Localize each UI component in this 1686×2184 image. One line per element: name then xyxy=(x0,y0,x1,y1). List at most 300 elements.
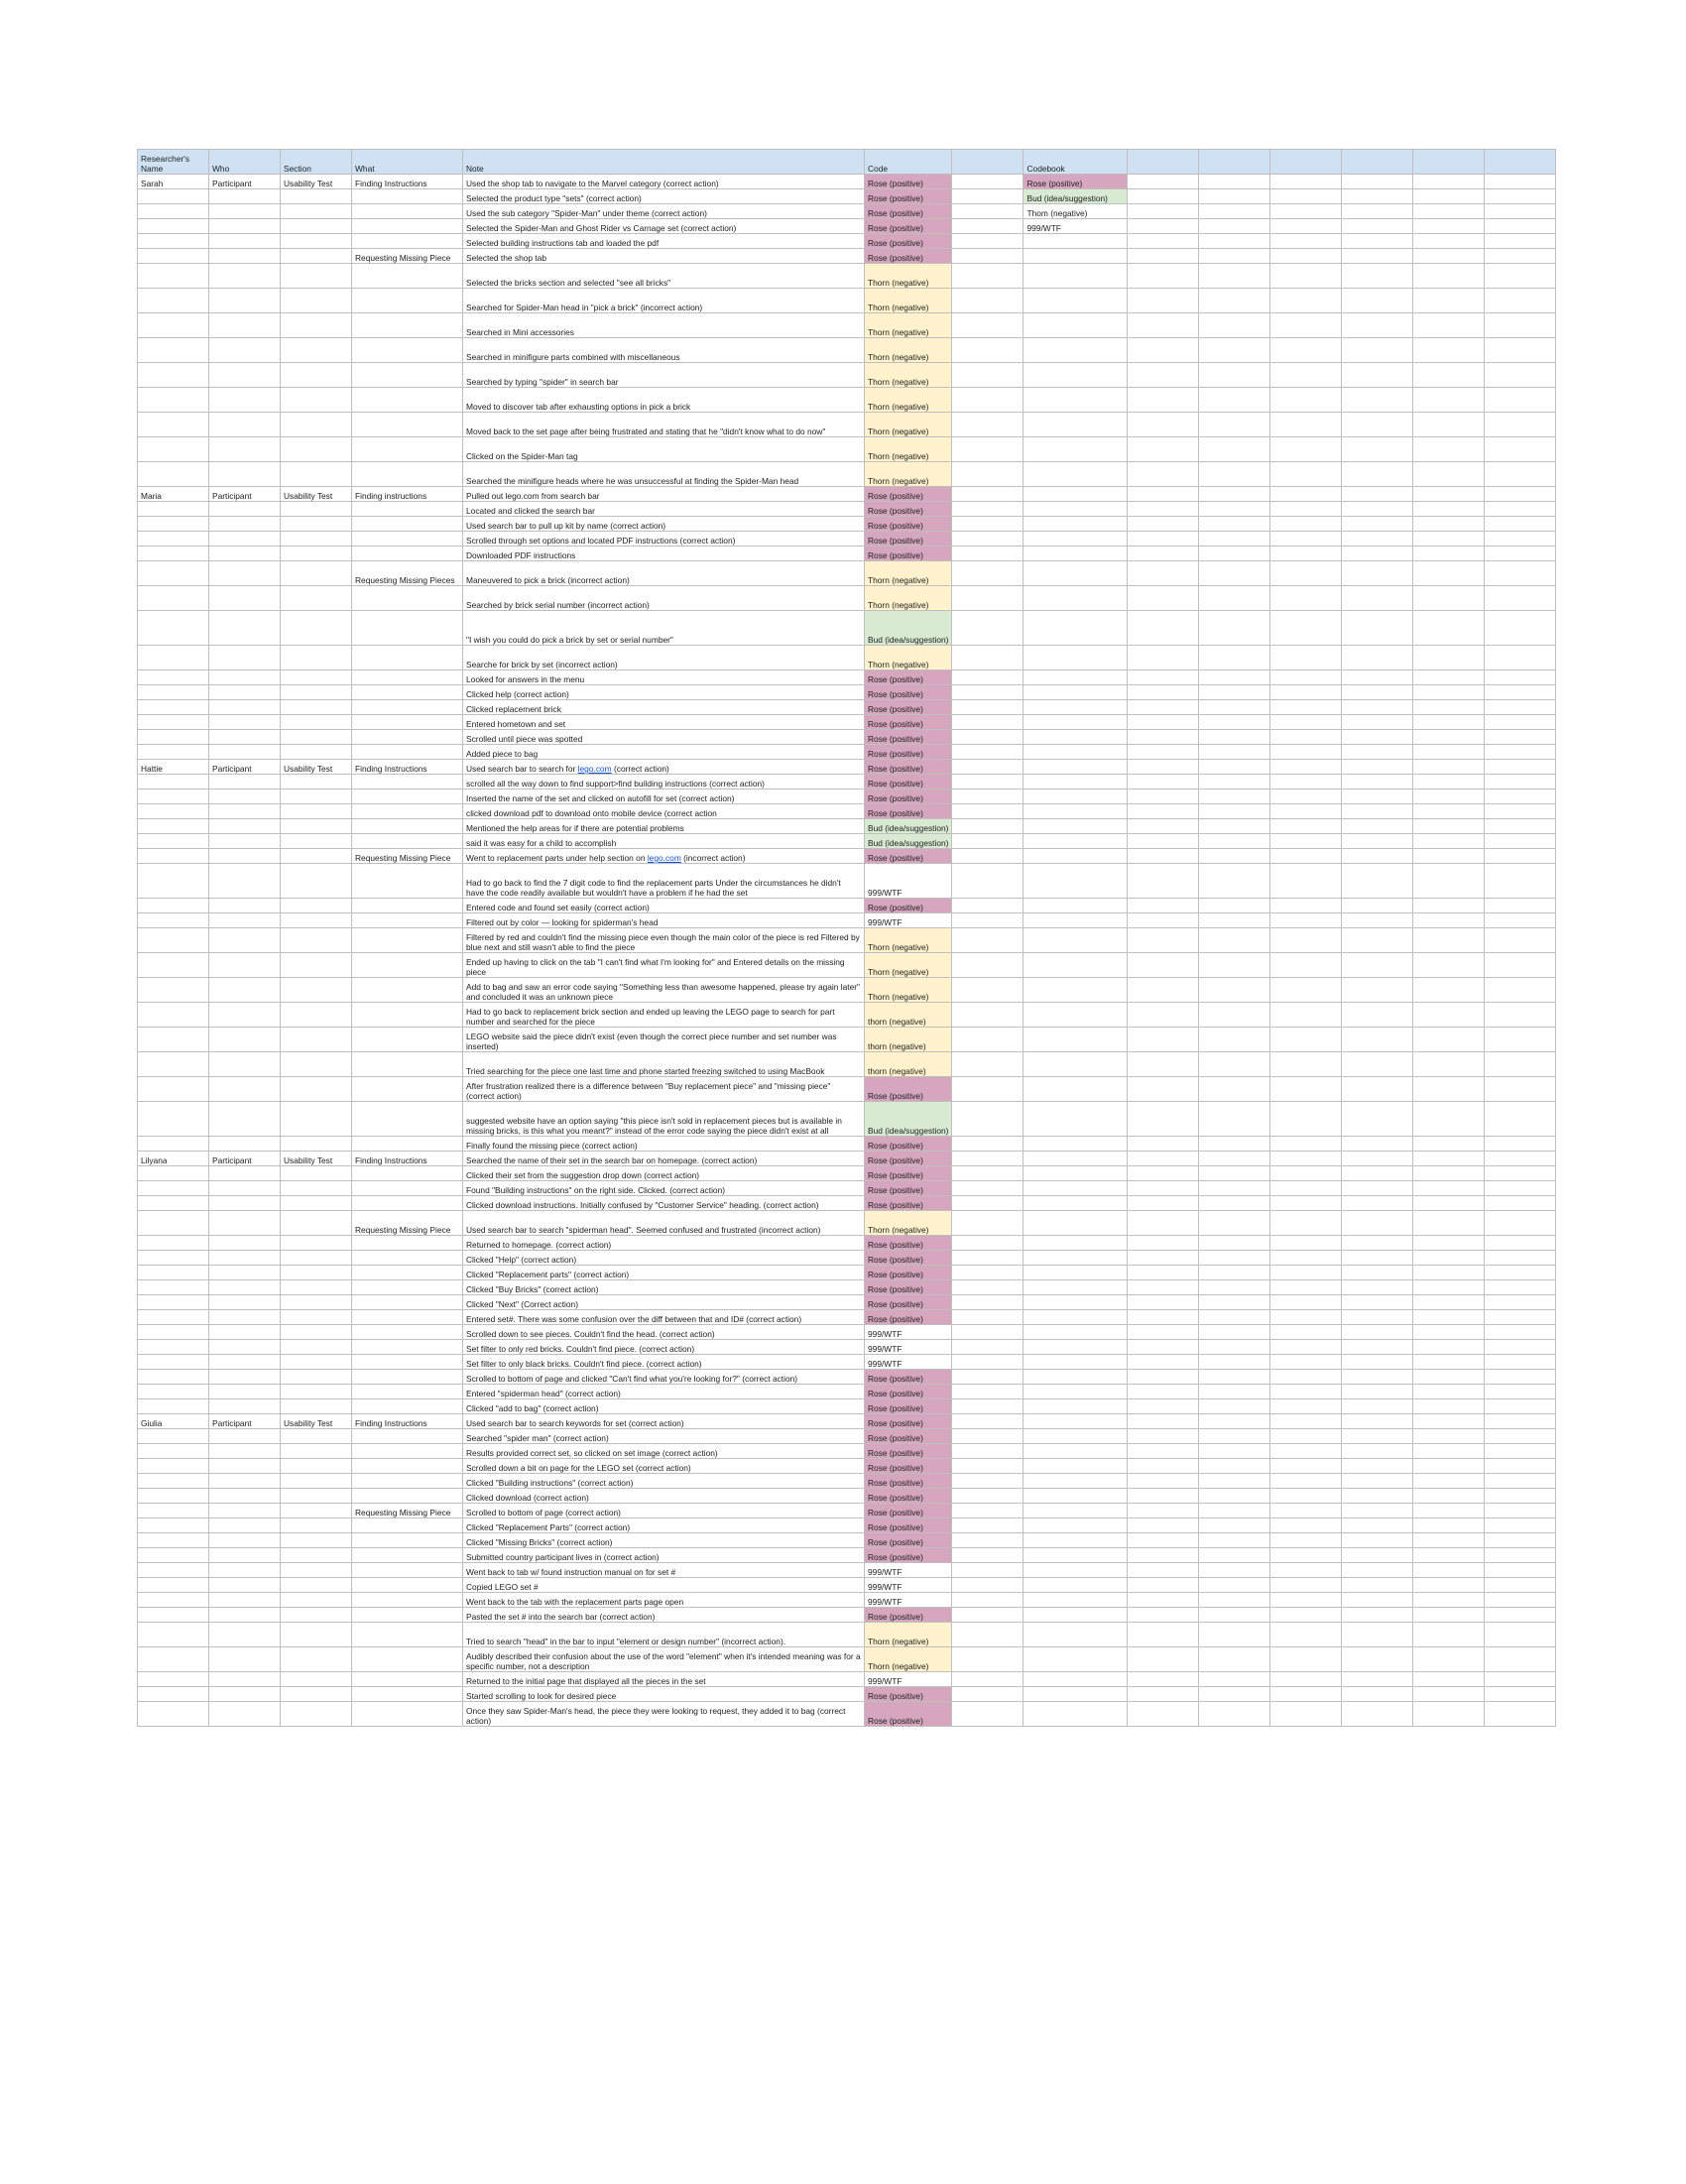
cell-empty[interactable] xyxy=(1270,730,1342,745)
cell-what[interactable] xyxy=(352,1647,463,1672)
cell-empty[interactable] xyxy=(1413,1385,1485,1399)
cell-code[interactable]: Rose (positive) xyxy=(865,502,952,517)
cell-note[interactable]: Searched "spider man" (correct action) xyxy=(463,1429,865,1444)
cell-what[interactable]: Finding Instructions xyxy=(352,760,463,775)
cell-empty[interactable] xyxy=(1024,760,1128,775)
cell-note[interactable] xyxy=(463,849,865,864)
cell-who[interactable] xyxy=(209,437,281,462)
header-empty[interactable] xyxy=(1413,150,1485,175)
cell-empty[interactable] xyxy=(1342,502,1413,517)
cell-code[interactable]: 999/WTF xyxy=(865,1563,952,1578)
cell-what[interactable] xyxy=(352,1251,463,1266)
cell-what[interactable] xyxy=(352,413,463,437)
cell-empty[interactable] xyxy=(1342,1266,1413,1280)
cell-empty[interactable] xyxy=(1485,1152,1556,1166)
cell-empty[interactable] xyxy=(1024,1236,1128,1251)
cell-empty[interactable] xyxy=(1270,1295,1342,1310)
cell-empty[interactable] xyxy=(1342,1280,1413,1295)
cell-empty[interactable] xyxy=(1024,953,1128,978)
cell-researcher[interactable] xyxy=(138,864,209,899)
cell-empty[interactable] xyxy=(1485,745,1556,760)
cell-code[interactable]: 999/WTF xyxy=(865,1325,952,1340)
cell-empty[interactable] xyxy=(952,1236,1024,1251)
note-link[interactable]: lego.com xyxy=(577,764,612,774)
cell-code[interactable]: Thorn (negative) xyxy=(865,1211,952,1236)
cell-empty[interactable] xyxy=(1485,1251,1556,1266)
cell-empty[interactable] xyxy=(952,1280,1024,1295)
cell-who[interactable]: Participant xyxy=(209,175,281,189)
cell-empty[interactable] xyxy=(1024,1385,1128,1399)
cell-empty[interactable] xyxy=(1128,1196,1199,1211)
cell-empty[interactable] xyxy=(952,1548,1024,1563)
cell-empty[interactable] xyxy=(1342,189,1413,204)
cell-researcher[interactable] xyxy=(138,685,209,700)
cell-researcher[interactable] xyxy=(138,264,209,289)
cell-who[interactable] xyxy=(209,953,281,978)
cell-empty[interactable] xyxy=(1485,219,1556,234)
cell-empty[interactable] xyxy=(1270,913,1342,928)
cell-code[interactable]: Thorn (negative) xyxy=(865,264,952,289)
cell-empty[interactable] xyxy=(952,204,1024,219)
cell-empty[interactable] xyxy=(1485,1444,1556,1459)
cell-what[interactable] xyxy=(352,1672,463,1687)
cell-note[interactable]: Set filter to only red bricks. Couldn't find piece. (correct action) xyxy=(463,1340,865,1355)
cell-what[interactable] xyxy=(352,789,463,804)
cell-empty[interactable] xyxy=(1270,1593,1342,1608)
cell-empty[interactable] xyxy=(1199,388,1270,413)
cell-note[interactable]: Scrolled to bottom of page and clicked "Can't find what you're looking for?" (correct action) xyxy=(463,1370,865,1385)
cell-section[interactable] xyxy=(281,1647,352,1672)
cell-empty[interactable] xyxy=(1485,1489,1556,1504)
cell-empty[interactable] xyxy=(1128,730,1199,745)
cell-note[interactable]: Audibly described their confusion about the use of the word "element" when it's intended meaning was for a specific number, not a description xyxy=(463,1647,865,1672)
cell-section[interactable] xyxy=(281,1280,352,1295)
cell-empty[interactable] xyxy=(1128,1028,1199,1052)
cell-who[interactable] xyxy=(209,745,281,760)
cell-what[interactable] xyxy=(352,1340,463,1355)
cell-who[interactable] xyxy=(209,1548,281,1563)
cell-empty[interactable] xyxy=(1270,1340,1342,1355)
cell-empty[interactable] xyxy=(1199,1518,1270,1533)
cell-empty[interactable] xyxy=(1128,1518,1199,1533)
cell-empty[interactable] xyxy=(1413,1647,1485,1672)
cell-empty[interactable] xyxy=(1270,1266,1342,1280)
cell-empty[interactable] xyxy=(1485,1647,1556,1672)
cell-section[interactable] xyxy=(281,204,352,219)
cell-empty[interactable] xyxy=(1024,1370,1128,1385)
cell-who[interactable] xyxy=(209,1593,281,1608)
cell-empty[interactable] xyxy=(1270,1563,1342,1578)
cell-who[interactable] xyxy=(209,517,281,532)
cell-empty[interactable] xyxy=(1342,928,1413,953)
cell-section[interactable] xyxy=(281,1052,352,1077)
cell-note[interactable]: Clicked "add to bag" (correct action) xyxy=(463,1399,865,1414)
cell-note[interactable]: Submitted country participant lives in (correct action) xyxy=(463,1548,865,1563)
cell-researcher[interactable] xyxy=(138,819,209,834)
cell-code[interactable]: 999/WTF xyxy=(865,1672,952,1687)
cell-who[interactable] xyxy=(209,804,281,819)
cell-empty[interactable] xyxy=(1413,928,1485,953)
cell-who[interactable] xyxy=(209,413,281,437)
cell-section[interactable] xyxy=(281,1077,352,1102)
cell-empty[interactable] xyxy=(952,189,1024,204)
cell-empty[interactable] xyxy=(1128,1181,1199,1196)
cell-section[interactable] xyxy=(281,611,352,646)
cell-note[interactable]: Went back to tab w/ found instruction manual on for set # xyxy=(463,1563,865,1578)
cell-what[interactable] xyxy=(352,700,463,715)
cell-who[interactable] xyxy=(209,313,281,338)
cell-empty[interactable] xyxy=(1485,1325,1556,1340)
cell-empty[interactable] xyxy=(1128,1687,1199,1702)
cell-empty[interactable] xyxy=(1199,219,1270,234)
cell-empty[interactable] xyxy=(1024,413,1128,437)
cell-empty[interactable] xyxy=(1024,1266,1128,1280)
cell-researcher[interactable] xyxy=(138,413,209,437)
header-what[interactable]: What xyxy=(352,150,463,175)
cell-empty[interactable] xyxy=(1485,804,1556,819)
cell-note[interactable]: scrolled all the way down to find support>find building instructions (correct action) xyxy=(463,775,865,789)
cell-empty[interactable] xyxy=(1024,864,1128,899)
cell-what[interactable] xyxy=(352,517,463,532)
cell-empty[interactable] xyxy=(1485,532,1556,546)
cell-empty[interactable] xyxy=(1342,646,1413,670)
cell-section[interactable] xyxy=(281,517,352,532)
cell-note[interactable]: Located and clicked the search bar xyxy=(463,502,865,517)
cell-empty[interactable] xyxy=(1485,1548,1556,1563)
cell-empty[interactable] xyxy=(1199,1548,1270,1563)
cell-section[interactable] xyxy=(281,363,352,388)
cell-empty[interactable] xyxy=(1413,775,1485,789)
cell-empty[interactable] xyxy=(1128,1429,1199,1444)
cell-empty[interactable] xyxy=(1413,834,1485,849)
cell-researcher[interactable] xyxy=(138,437,209,462)
cell-empty[interactable] xyxy=(952,1459,1024,1474)
cell-section[interactable] xyxy=(281,804,352,819)
cell-note[interactable]: Had to go back to replacement brick section and ended up leaving the LEGO page to search for part number and searched for the piece xyxy=(463,1003,865,1028)
cell-what[interactable] xyxy=(352,953,463,978)
cell-code[interactable]: Rose (positive) xyxy=(865,546,952,561)
cell-who[interactable]: Participant xyxy=(209,1414,281,1429)
cell-empty[interactable] xyxy=(952,1414,1024,1429)
header-section[interactable]: Section xyxy=(281,150,352,175)
cell-empty[interactable] xyxy=(1413,804,1485,819)
cell-empty[interactable] xyxy=(952,1608,1024,1623)
cell-empty[interactable] xyxy=(1485,313,1556,338)
cell-researcher[interactable] xyxy=(138,1266,209,1280)
cell-empty[interactable] xyxy=(1342,775,1413,789)
cell-code[interactable]: Thorn (negative) xyxy=(865,953,952,978)
cell-empty[interactable] xyxy=(1485,730,1556,745)
cell-what[interactable] xyxy=(352,1459,463,1474)
cell-researcher[interactable] xyxy=(138,1003,209,1028)
cell-empty[interactable] xyxy=(1342,899,1413,913)
cell-empty[interactable] xyxy=(952,586,1024,611)
cell-what[interactable] xyxy=(352,1102,463,1137)
cell-empty[interactable] xyxy=(1413,1504,1485,1518)
cell-code[interactable]: Rose (positive) xyxy=(865,789,952,804)
cell-empty[interactable] xyxy=(1270,611,1342,646)
cell-section[interactable] xyxy=(281,1687,352,1702)
cell-section[interactable] xyxy=(281,730,352,745)
cell-empty[interactable] xyxy=(952,611,1024,646)
cell-code[interactable]: Thorn (negative) xyxy=(865,363,952,388)
cell-empty[interactable] xyxy=(1342,789,1413,804)
cell-what[interactable]: Requesting Missing Piece xyxy=(352,1504,463,1518)
cell-empty[interactable] xyxy=(952,363,1024,388)
cell-empty[interactable] xyxy=(1270,953,1342,978)
note-link[interactable]: lego.com xyxy=(647,853,681,863)
cell-empty[interactable] xyxy=(1024,1102,1128,1137)
cell-section[interactable] xyxy=(281,1370,352,1385)
cell-empty[interactable] xyxy=(1485,487,1556,502)
cell-empty[interactable] xyxy=(1270,561,1342,586)
cell-who[interactable] xyxy=(209,462,281,487)
cell-empty[interactable] xyxy=(1024,1623,1128,1647)
cell-empty[interactable] xyxy=(952,1003,1024,1028)
cell-empty[interactable] xyxy=(1270,1548,1342,1563)
cell-empty[interactable] xyxy=(1342,175,1413,189)
cell-section[interactable] xyxy=(281,899,352,913)
cell-what[interactable] xyxy=(352,1028,463,1052)
cell-empty[interactable] xyxy=(1128,646,1199,670)
cell-empty[interactable] xyxy=(1485,789,1556,804)
cell-empty[interactable] xyxy=(1413,1489,1485,1504)
cell-empty[interactable] xyxy=(1024,1672,1128,1687)
cell-researcher[interactable] xyxy=(138,745,209,760)
cell-section[interactable] xyxy=(281,834,352,849)
cell-code[interactable]: Rose (positive) xyxy=(865,1310,952,1325)
cell-empty[interactable] xyxy=(1342,819,1413,834)
cell-section[interactable] xyxy=(281,1196,352,1211)
cell-empty[interactable] xyxy=(1199,532,1270,546)
cell-empty[interactable] xyxy=(1199,775,1270,789)
cell-empty[interactable] xyxy=(952,1340,1024,1355)
cell-who[interactable] xyxy=(209,730,281,745)
cell-researcher[interactable] xyxy=(138,363,209,388)
cell-researcher[interactable] xyxy=(138,1489,209,1504)
cell-empty[interactable] xyxy=(1342,913,1413,928)
cell-what[interactable] xyxy=(352,1052,463,1077)
cell-researcher[interactable] xyxy=(138,913,209,928)
cell-code[interactable]: Thorn (negative) xyxy=(865,928,952,953)
cell-empty[interactable] xyxy=(1413,1196,1485,1211)
cell-who[interactable] xyxy=(209,611,281,646)
cell-empty[interactable] xyxy=(1128,1672,1199,1687)
cell-note[interactable]: Searched by brick serial number (incorrect action) xyxy=(463,586,865,611)
cell-note[interactable]: Added piece to bag xyxy=(463,745,865,760)
cell-code[interactable]: Rose (positive) xyxy=(865,730,952,745)
cell-researcher[interactable]: Maria xyxy=(138,487,209,502)
cell-empty[interactable] xyxy=(1413,561,1485,586)
cell-section[interactable] xyxy=(281,1266,352,1280)
cell-note[interactable]: Selected building instructions tab and loaded the pdf xyxy=(463,234,865,249)
cell-empty[interactable] xyxy=(952,1687,1024,1702)
cell-empty[interactable] xyxy=(1485,1340,1556,1355)
cell-empty[interactable] xyxy=(1024,685,1128,700)
header-empty[interactable] xyxy=(1342,150,1413,175)
cell-what[interactable] xyxy=(352,1266,463,1280)
cell-empty[interactable] xyxy=(1270,760,1342,775)
cell-empty[interactable] xyxy=(1128,561,1199,586)
cell-section[interactable] xyxy=(281,189,352,204)
cell-empty[interactable] xyxy=(1413,1533,1485,1548)
cell-researcher[interactable] xyxy=(138,1355,209,1370)
cell-code[interactable]: Rose (positive) xyxy=(865,1533,952,1548)
cell-empty[interactable] xyxy=(1413,517,1485,532)
cell-empty[interactable] xyxy=(1342,289,1413,313)
cell-empty[interactable] xyxy=(1199,1385,1270,1399)
cell-empty[interactable] xyxy=(1413,413,1485,437)
cell-what[interactable] xyxy=(352,437,463,462)
cell-code[interactable]: Rose (positive) xyxy=(865,1385,952,1399)
cell-empty[interactable] xyxy=(1270,1444,1342,1459)
cell-empty[interactable] xyxy=(1199,1340,1270,1355)
cell-empty[interactable] xyxy=(1199,1280,1270,1295)
cell-empty[interactable] xyxy=(1413,685,1485,700)
cell-empty[interactable] xyxy=(1270,1429,1342,1444)
cell-who[interactable] xyxy=(209,1077,281,1102)
cell-who[interactable] xyxy=(209,363,281,388)
cell-empty[interactable] xyxy=(1024,849,1128,864)
cell-note[interactable]: Clicked "Replacement parts" (correct action) xyxy=(463,1266,865,1280)
cell-empty[interactable] xyxy=(1485,646,1556,670)
cell-empty[interactable] xyxy=(1128,1533,1199,1548)
cell-empty[interactable] xyxy=(1199,913,1270,928)
cell-empty[interactable] xyxy=(1024,1429,1128,1444)
cell-empty[interactable] xyxy=(1342,1196,1413,1211)
cell-code[interactable]: 999/WTF xyxy=(865,1355,952,1370)
cell-note[interactable]: Clicked "Building instructions" (correct action) xyxy=(463,1474,865,1489)
cell-who[interactable] xyxy=(209,234,281,249)
cell-empty[interactable] xyxy=(1270,249,1342,264)
cell-researcher[interactable] xyxy=(138,1474,209,1489)
cell-empty[interactable] xyxy=(1199,1166,1270,1181)
cell-researcher[interactable] xyxy=(138,730,209,745)
cell-researcher[interactable] xyxy=(138,928,209,953)
cell-researcher[interactable] xyxy=(138,1533,209,1548)
cell-empty[interactable] xyxy=(1128,219,1199,234)
cell-section[interactable] xyxy=(281,1533,352,1548)
cell-empty[interactable] xyxy=(1485,1166,1556,1181)
cell-code[interactable]: Thorn (negative) xyxy=(865,413,952,437)
cell-empty[interactable] xyxy=(952,289,1024,313)
cell-what[interactable] xyxy=(352,1181,463,1196)
cell-empty[interactable] xyxy=(1199,546,1270,561)
cell-empty[interactable] xyxy=(1413,1370,1485,1385)
codebook-entry[interactable]: Bud (idea/suggestion) xyxy=(1024,189,1128,204)
cell-empty[interactable] xyxy=(1270,1077,1342,1102)
cell-empty[interactable] xyxy=(1342,338,1413,363)
cell-empty[interactable] xyxy=(1270,1052,1342,1077)
cell-section[interactable] xyxy=(281,264,352,289)
cell-note[interactable]: Maneuvered to pick a brick (incorrect action) xyxy=(463,561,865,586)
cell-what[interactable]: Requesting Missing Pieces xyxy=(352,561,463,586)
cell-empty[interactable] xyxy=(1485,1399,1556,1414)
cell-empty[interactable] xyxy=(1413,1474,1485,1489)
cell-empty[interactable] xyxy=(1128,532,1199,546)
cell-empty[interactable] xyxy=(1128,849,1199,864)
cell-empty[interactable] xyxy=(1024,1533,1128,1548)
cell-empty[interactable] xyxy=(952,1052,1024,1077)
cell-note[interactable]: Ended up having to click on the tab "I can't find what I'm looking for" and Entered details on the missing piece xyxy=(463,953,865,978)
cell-what[interactable] xyxy=(352,1593,463,1608)
cell-empty[interactable] xyxy=(1128,1459,1199,1474)
cell-what[interactable] xyxy=(352,1137,463,1152)
cell-empty[interactable] xyxy=(952,264,1024,289)
cell-researcher[interactable] xyxy=(138,804,209,819)
cell-note[interactable]: clicked download pdf to download onto mobile device (correct action xyxy=(463,804,865,819)
cell-empty[interactable] xyxy=(1199,1181,1270,1196)
cell-empty[interactable] xyxy=(1485,1687,1556,1702)
cell-who[interactable] xyxy=(209,204,281,219)
cell-empty[interactable] xyxy=(952,1137,1024,1152)
cell-empty[interactable] xyxy=(1342,834,1413,849)
cell-what[interactable] xyxy=(352,1166,463,1181)
cell-empty[interactable] xyxy=(1199,1236,1270,1251)
cell-empty[interactable] xyxy=(1199,502,1270,517)
cell-empty[interactable] xyxy=(1413,1166,1485,1181)
cell-empty[interactable] xyxy=(1342,1355,1413,1370)
cell-empty[interactable] xyxy=(1413,462,1485,487)
cell-empty[interactable] xyxy=(1413,899,1485,913)
cell-empty[interactable] xyxy=(1024,1489,1128,1504)
cell-section[interactable] xyxy=(281,864,352,899)
cell-empty[interactable] xyxy=(952,1504,1024,1518)
cell-empty[interactable] xyxy=(1413,175,1485,189)
cell-empty[interactable] xyxy=(1342,1593,1413,1608)
cell-empty[interactable] xyxy=(1342,1137,1413,1152)
cell-note[interactable]: Scrolled down a bit on page for the LEGO set (correct action) xyxy=(463,1459,865,1474)
cell-empty[interactable] xyxy=(1128,388,1199,413)
cell-empty[interactable] xyxy=(952,1196,1024,1211)
cell-empty[interactable] xyxy=(1485,760,1556,775)
cell-empty[interactable] xyxy=(1199,1504,1270,1518)
cell-empty[interactable] xyxy=(952,1563,1024,1578)
cell-what[interactable] xyxy=(352,1355,463,1370)
cell-empty[interactable] xyxy=(952,546,1024,561)
cell-what[interactable]: Finding Instructions xyxy=(352,175,463,189)
cell-empty[interactable] xyxy=(1128,1355,1199,1370)
cell-code[interactable]: Rose (positive) xyxy=(865,1429,952,1444)
cell-code[interactable]: Bud (idea/suggestion) xyxy=(865,834,952,849)
cell-empty[interactable] xyxy=(1270,413,1342,437)
cell-note[interactable]: Filtered by red and couldn't find the missing piece even though the main color of the piece is red Filtered by blue next and still wasn't able to find the piece xyxy=(463,928,865,953)
cell-researcher[interactable] xyxy=(138,1028,209,1052)
cell-empty[interactable] xyxy=(1342,1166,1413,1181)
header-empty[interactable] xyxy=(1199,150,1270,175)
cell-code[interactable]: Rose (positive) xyxy=(865,1137,952,1152)
cell-empty[interactable] xyxy=(1342,363,1413,388)
cell-empty[interactable] xyxy=(1342,1370,1413,1385)
cell-what[interactable]: Requesting Missing Piece xyxy=(352,849,463,864)
cell-note[interactable]: Scrolled through set options and located PDF instructions (correct action) xyxy=(463,532,865,546)
cell-empty[interactable] xyxy=(1342,1077,1413,1102)
cell-empty[interactable] xyxy=(1342,1623,1413,1647)
cell-empty[interactable] xyxy=(1199,1474,1270,1489)
cell-what[interactable] xyxy=(352,730,463,745)
cell-empty[interactable] xyxy=(1342,1533,1413,1548)
cell-empty[interactable] xyxy=(1485,1385,1556,1399)
cell-empty[interactable] xyxy=(1024,561,1128,586)
cell-what[interactable] xyxy=(352,1533,463,1548)
cell-empty[interactable] xyxy=(1342,1385,1413,1399)
cell-empty[interactable] xyxy=(1270,532,1342,546)
cell-code[interactable]: Rose (positive) xyxy=(865,804,952,819)
cell-empty[interactable] xyxy=(952,338,1024,363)
cell-empty[interactable] xyxy=(1024,338,1128,363)
cell-empty[interactable] xyxy=(1413,1340,1485,1355)
cell-who[interactable] xyxy=(209,1236,281,1251)
